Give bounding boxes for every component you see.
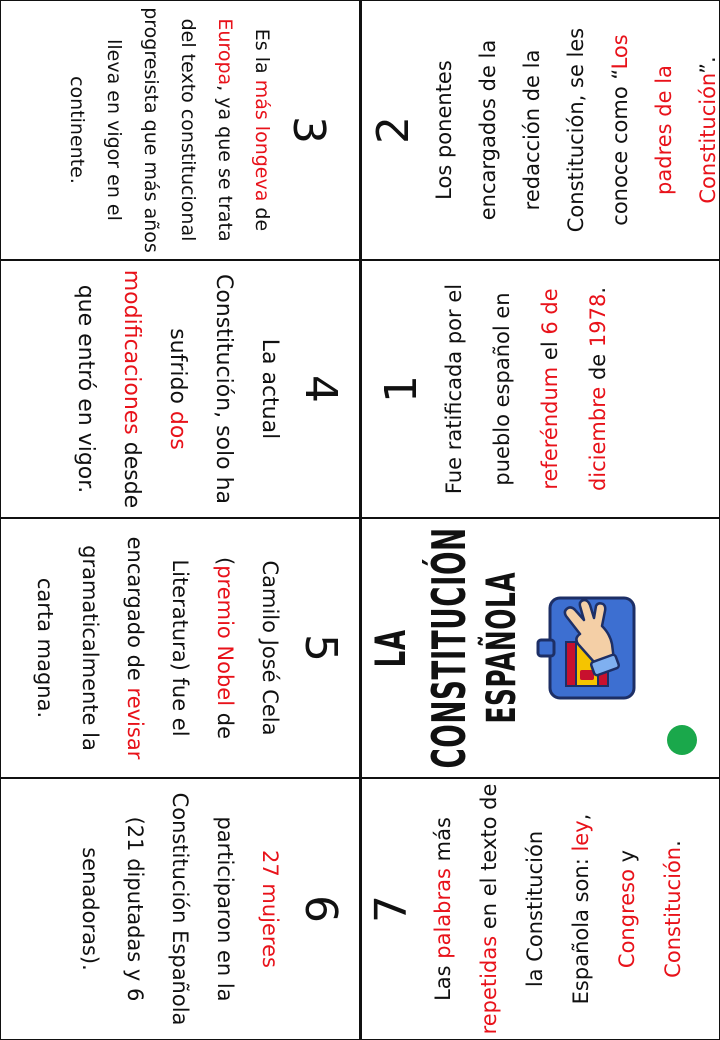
card-number: 2 <box>368 116 419 144</box>
card-number: 5 <box>295 634 346 662</box>
cut-line-2 <box>0 517 720 519</box>
card-number: 4 <box>295 375 346 403</box>
hand-on-constitution-book-icon <box>536 590 640 706</box>
card-number: 1 <box>376 375 427 403</box>
card-3 <box>0 0 360 260</box>
cut-line-3 <box>0 777 720 779</box>
card-text: Es la más longeva de Europa, ya que se trata del texto constitucional progresista que más años lleva en vigor en el continente. <box>66 7 273 253</box>
card-text: 27 mujeres participaron en la Constitución Española (21 diputadas y 6 senadoras). <box>78 792 282 1026</box>
card-text: La actual Constitución, solo ha sufrido dos modificaciones desde que entró en vigor. <box>73 269 282 509</box>
flag-red-top <box>566 642 576 686</box>
card-text: Los ponentes encargados de la redacción de la Constitución, se les conoce como “Los padres de la Constitución”. <box>432 27 720 233</box>
cover-title-la: LA <box>366 629 415 667</box>
cover-title-espanola: ESPAÑOLA <box>479 572 525 724</box>
card-number: 7 <box>366 895 417 923</box>
card-2 <box>360 0 720 260</box>
cover-card <box>360 518 720 778</box>
card-4 <box>0 260 360 518</box>
card-text: Fue ratificada por el pueblo español en referéndum el 6 de diciembre de 1978. <box>442 283 610 495</box>
card-7 <box>360 778 720 1040</box>
card-6 <box>0 778 360 1040</box>
book-strap-shape <box>538 640 554 656</box>
fold-line-vertical <box>359 0 362 1040</box>
cut-line-1 <box>0 259 720 261</box>
card-text: Las palabras más repetidas en el texto de la Constitución Española son: ley, Congreso y Constitución. <box>431 783 685 1035</box>
card-number: 3 <box>283 116 334 144</box>
card-number: 6 <box>295 895 346 923</box>
coat-of-arms-shape <box>580 670 594 680</box>
author-badge-icon <box>667 725 697 755</box>
card-1 <box>360 260 720 518</box>
card-5 <box>0 518 360 778</box>
cover-title-constitucion: CONSTITUCIÓN <box>422 527 476 769</box>
card-text: Camilo José Cela (premio Nobel de Literatura) fue el encargado de revisar gramaticalmente la carta magna. <box>33 536 282 760</box>
